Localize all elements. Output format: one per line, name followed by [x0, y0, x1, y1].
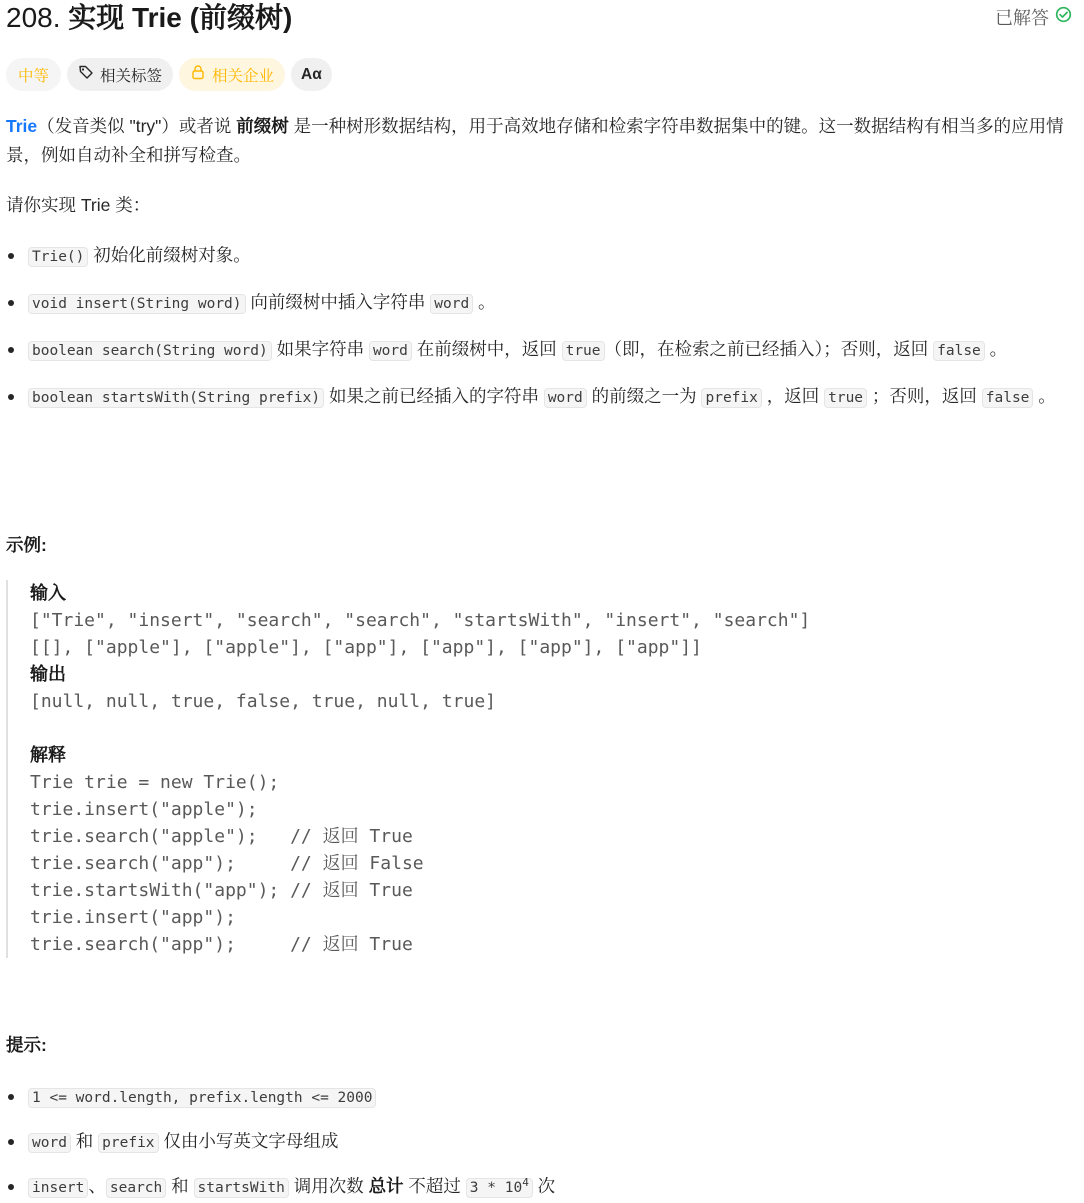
list-text: 。	[984, 339, 1008, 359]
list-text: 不超过	[403, 1176, 466, 1196]
list-text: 和	[166, 1176, 194, 1196]
list-item	[6, 1127, 1078, 1158]
problem-title	[6, 0, 292, 38]
related-tags-button[interactable]	[67, 58, 173, 91]
inline-code: word	[544, 388, 587, 408]
list-item	[6, 1172, 1078, 1203]
hints-heading: 提示:	[6, 1035, 47, 1055]
explain-line: Trie trie = new Trie();	[30, 772, 280, 793]
inline-code: false	[933, 341, 985, 361]
intro-text-b: 是一种树形数据结构，用于高效地存储和检索字符串数据集中的键。这一数据结构有相当多的应用情景，例如自动补全和拼写检查。	[6, 116, 1064, 165]
inline-code: 1 <= word.length, prefix.length <= 2000	[28, 1088, 376, 1108]
inline-code: prefix	[701, 388, 761, 408]
related-tags-label: 相关标签	[100, 67, 163, 85]
explain-line: trie.search("app"); // 返回 True	[30, 934, 413, 955]
example-block	[6, 580, 1070, 958]
inline-code	[466, 1178, 533, 1198]
inline-code: false	[982, 388, 1034, 408]
output-label: 输出	[30, 664, 66, 684]
inline-code: word	[28, 1133, 71, 1153]
difficulty-badge	[6, 58, 61, 91]
inline-code: Trie()	[28, 247, 88, 267]
difficulty-label: 中等	[18, 67, 50, 85]
inline-code: prefix	[98, 1133, 158, 1153]
inline-code: void insert(String word)	[28, 294, 246, 314]
solved-status	[995, 4, 1072, 30]
superscript: 4	[522, 1176, 529, 1190]
input-line: [[], ["apple"], ["apple"], ["app"], ["app"], ["app"], ["app"]]	[30, 637, 702, 658]
list-text: 。	[473, 292, 496, 312]
inline-code: word	[430, 294, 473, 314]
explain-line: trie.startsWith("app"); // 返回 True	[30, 880, 413, 901]
inline-code: search	[106, 1178, 166, 1198]
intro-bold: 前缀树	[236, 116, 289, 136]
list-item	[6, 335, 1078, 366]
list-text: 如果字符串	[271, 339, 369, 359]
list-text: 的前缀之一为	[586, 386, 702, 406]
list-text: ；否则，返回	[867, 386, 982, 406]
explain-line: trie.insert("apple");	[30, 799, 258, 820]
list-text: 在前缀树中，返回	[411, 339, 562, 359]
translate-button[interactable]	[291, 58, 332, 91]
example-heading: 示例:	[6, 535, 47, 555]
input-label: 输入	[30, 583, 66, 603]
list-text: 如果之前已经插入的字符串	[324, 386, 544, 406]
list-item	[6, 382, 1078, 413]
list-text: 次	[532, 1176, 556, 1196]
inline-code: true	[824, 388, 867, 408]
implement-paragraph: 请你实现 Trie 类：	[6, 195, 151, 215]
inline-code: true	[562, 341, 605, 361]
bold-text: 总计	[368, 1176, 404, 1196]
list-text: 初始化前缀树对象。	[88, 245, 251, 265]
inline-code: insert	[28, 1178, 88, 1198]
tag-icon	[78, 64, 94, 85]
list-item	[6, 1082, 1078, 1113]
problem-name: 实现 Trie (前缀树)	[68, 2, 293, 33]
check-circle-icon	[1055, 6, 1072, 28]
solved-label: 已解答	[995, 8, 1049, 28]
explain-line: trie.insert("app");	[30, 907, 236, 928]
problem-number: 208.	[6, 2, 61, 33]
list-text: 和	[70, 1131, 99, 1151]
output-line: [null, null, true, false, true, null, true]	[30, 691, 496, 712]
inline-code: boolean search(String word)	[28, 341, 272, 361]
list-text: 调用次数	[288, 1176, 369, 1196]
explain-line: trie.search("app"); // 返回 False	[30, 853, 424, 874]
list-item	[6, 241, 1078, 272]
intro-paragraph	[6, 112, 1078, 170]
list-text: 向前缀树中插入字符串	[245, 292, 431, 312]
explain-label: 解释	[30, 745, 66, 765]
inline-code: startsWith	[194, 1178, 289, 1198]
list-text: 、	[88, 1176, 106, 1196]
explain-line: trie.search("apple"); // 返回 True	[30, 826, 413, 847]
related-companies-label: 相关企业	[212, 67, 275, 85]
problem-description	[6, 112, 1078, 413]
list-text: 仅由小写英文字母组成	[158, 1131, 339, 1151]
inline-code: boolean startsWith(String prefix)	[28, 388, 324, 408]
translate-icon: Aα	[301, 65, 322, 83]
method-list	[6, 241, 1078, 413]
intro-text-a: （发音类似 "try"）或者说	[37, 116, 237, 136]
list-item	[6, 288, 1078, 319]
list-text: （即，在检索之前已经插入）；否则，返回	[604, 339, 934, 359]
code-text: 3 * 10	[469, 1180, 523, 1196]
list-text: ，返回	[761, 386, 825, 406]
trie-link[interactable]: Trie	[6, 116, 38, 136]
lock-icon	[190, 64, 206, 85]
list-text: 。	[1033, 386, 1056, 406]
input-line: ["Trie", "insert", "search", "search", "startsWith", "insert", "search"]	[30, 610, 811, 631]
related-companies-button[interactable]	[179, 58, 285, 91]
tag-bar	[6, 58, 332, 91]
hint-list	[6, 1082, 1078, 1203]
inline-code: word	[369, 341, 412, 361]
